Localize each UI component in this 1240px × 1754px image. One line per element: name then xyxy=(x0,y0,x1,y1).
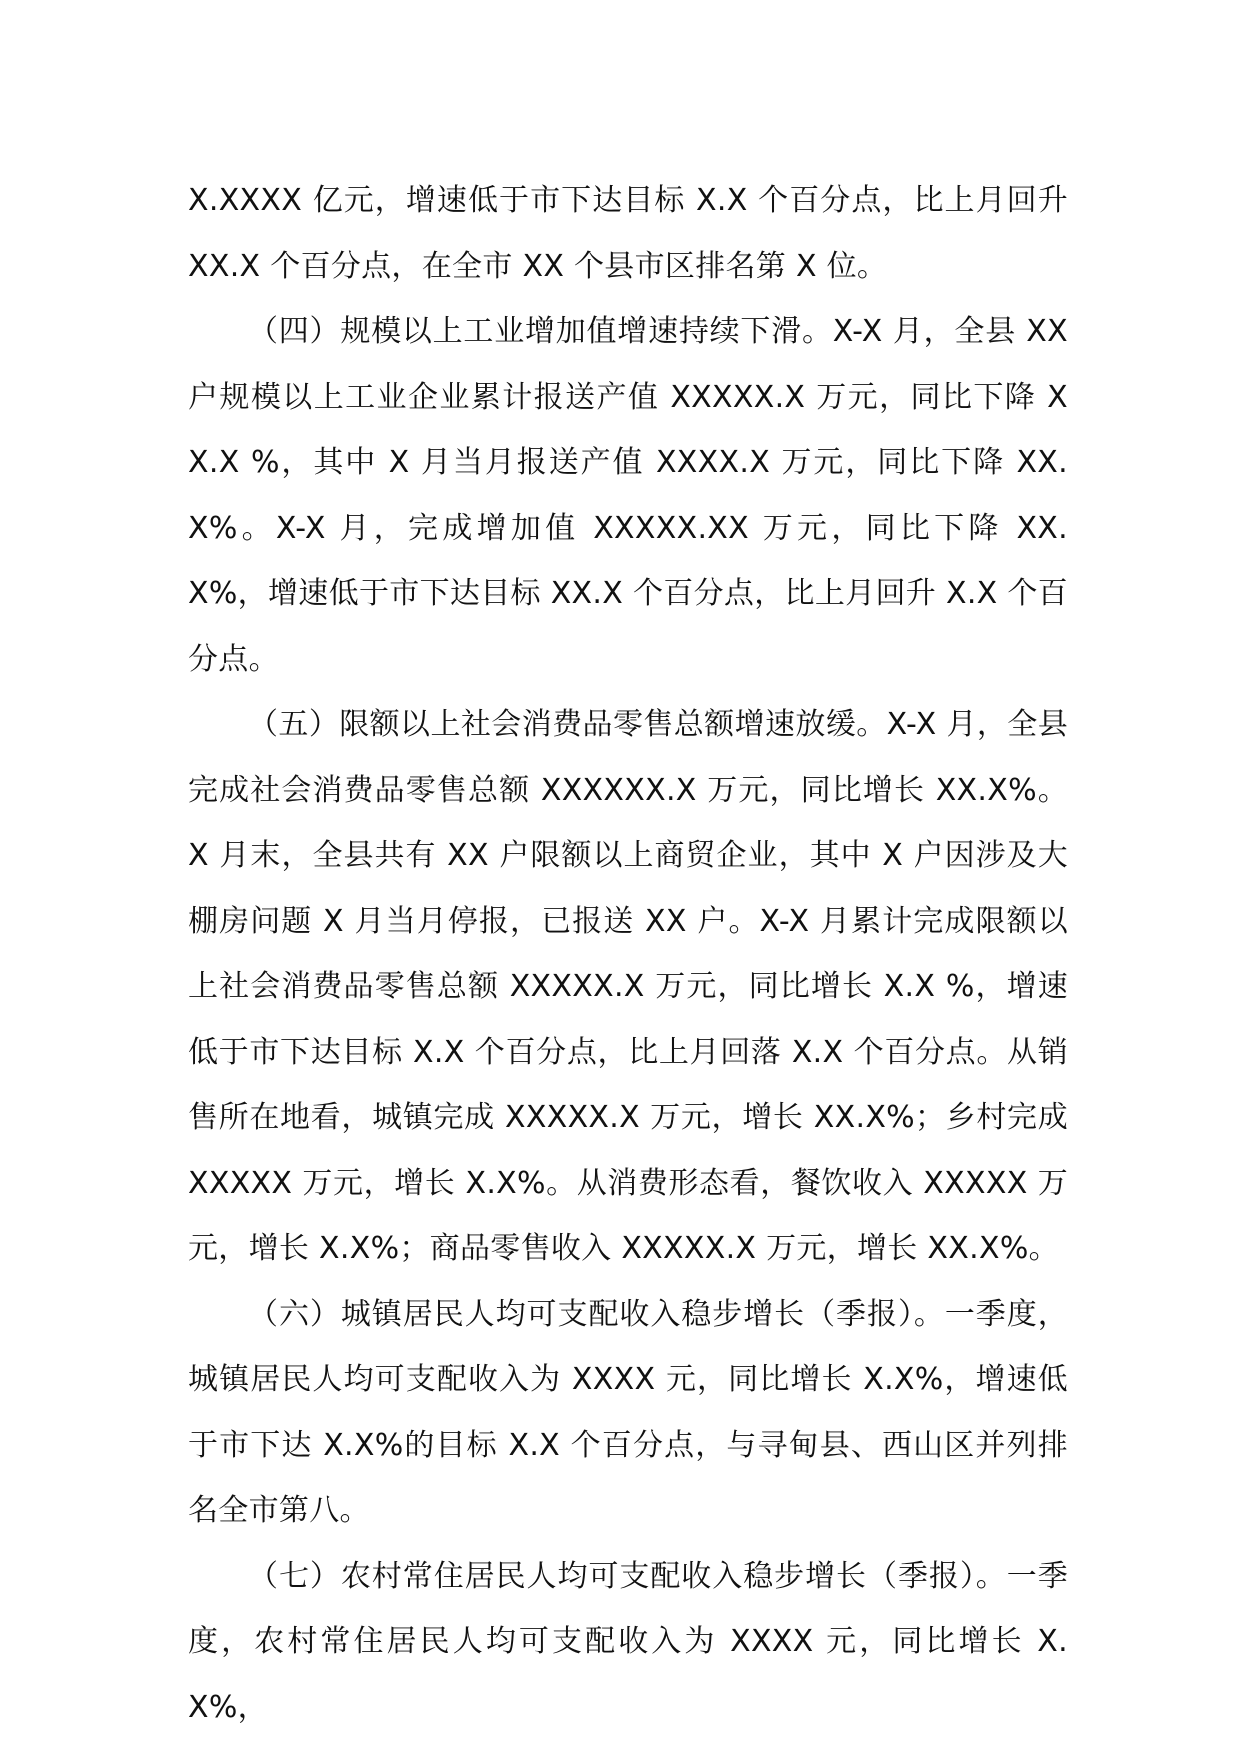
paragraph-section-5: （五）限额以上社会消费品零售总额增速放缓。X-X 月，全县完成社会消费品零售总额 XXXXXX.X 万元，同比增长 XX.X%。X 月末，全县共有 XX 户限额以上商贸企业，其中 X 户因涉及大棚房问题 X 月当月停报，已报送 XX 户。X-X 月累计完成限额以上社会消费品零售总额 XXXXX.X 万元，同比增长 X.X %，增速低于市下达目标 X.X 个百分点，比上月回落 X.X 个百分点。从销售所在地看，城镇完成 XXXXX.X 万元，增长 XX.X%；乡村完成 XXXXX 万元，增长 X.X%。从消费形态看，餐饮收入 XXXXX 万元，增长 X.X%；商品零售收入 XXXXX.X 万元，增长 XX.X%。 xyxy=(188,707,1069,1266)
paragraph-section-4: （四）规模以上工业增加值增速持续下滑。X-X 月，全县 XX 户规模以上工业企业累计报送产值 XXXXX.X 万元，同比下降 XX.X %，其中 X 月当月报送产值 XXXX.X 万元，同比下降 XX.X%。X-X 月，完成增加值 XXXXX.XX 万元，同比下降 XX.X%，增速低于市下达目标 XX.X 个百分点，比上月回升 X.X 个百分点。 xyxy=(188,314,1068,677)
paragraph-continuation: X.XXXX 亿元，增速低于市下达目标 X.X 个百分点，比上月回升 XX.X 个百分点，在全市 XX 个县市区排名第 X 位。 xyxy=(188,183,1068,284)
document-body xyxy=(188,168,1068,1740)
paragraph-section-6: （六）城镇居民人均可支配收入稳步增长（季报）。一季度，城镇居民人均可支配收入为 XXXX 元，同比增长 X.X%，增速低于市下达 X.X%的目标 X.X 个百分点，与寻甸县、西山区并列排名全市第八。 xyxy=(188,1296,1068,1528)
paragraph-section-7: （七）农村常住居民人均可支配收入稳步增长（季报）。一季度，农村常住居民人均可支配收入为 XXXX 元，同比增长 X.X%， xyxy=(188,1558,1068,1725)
